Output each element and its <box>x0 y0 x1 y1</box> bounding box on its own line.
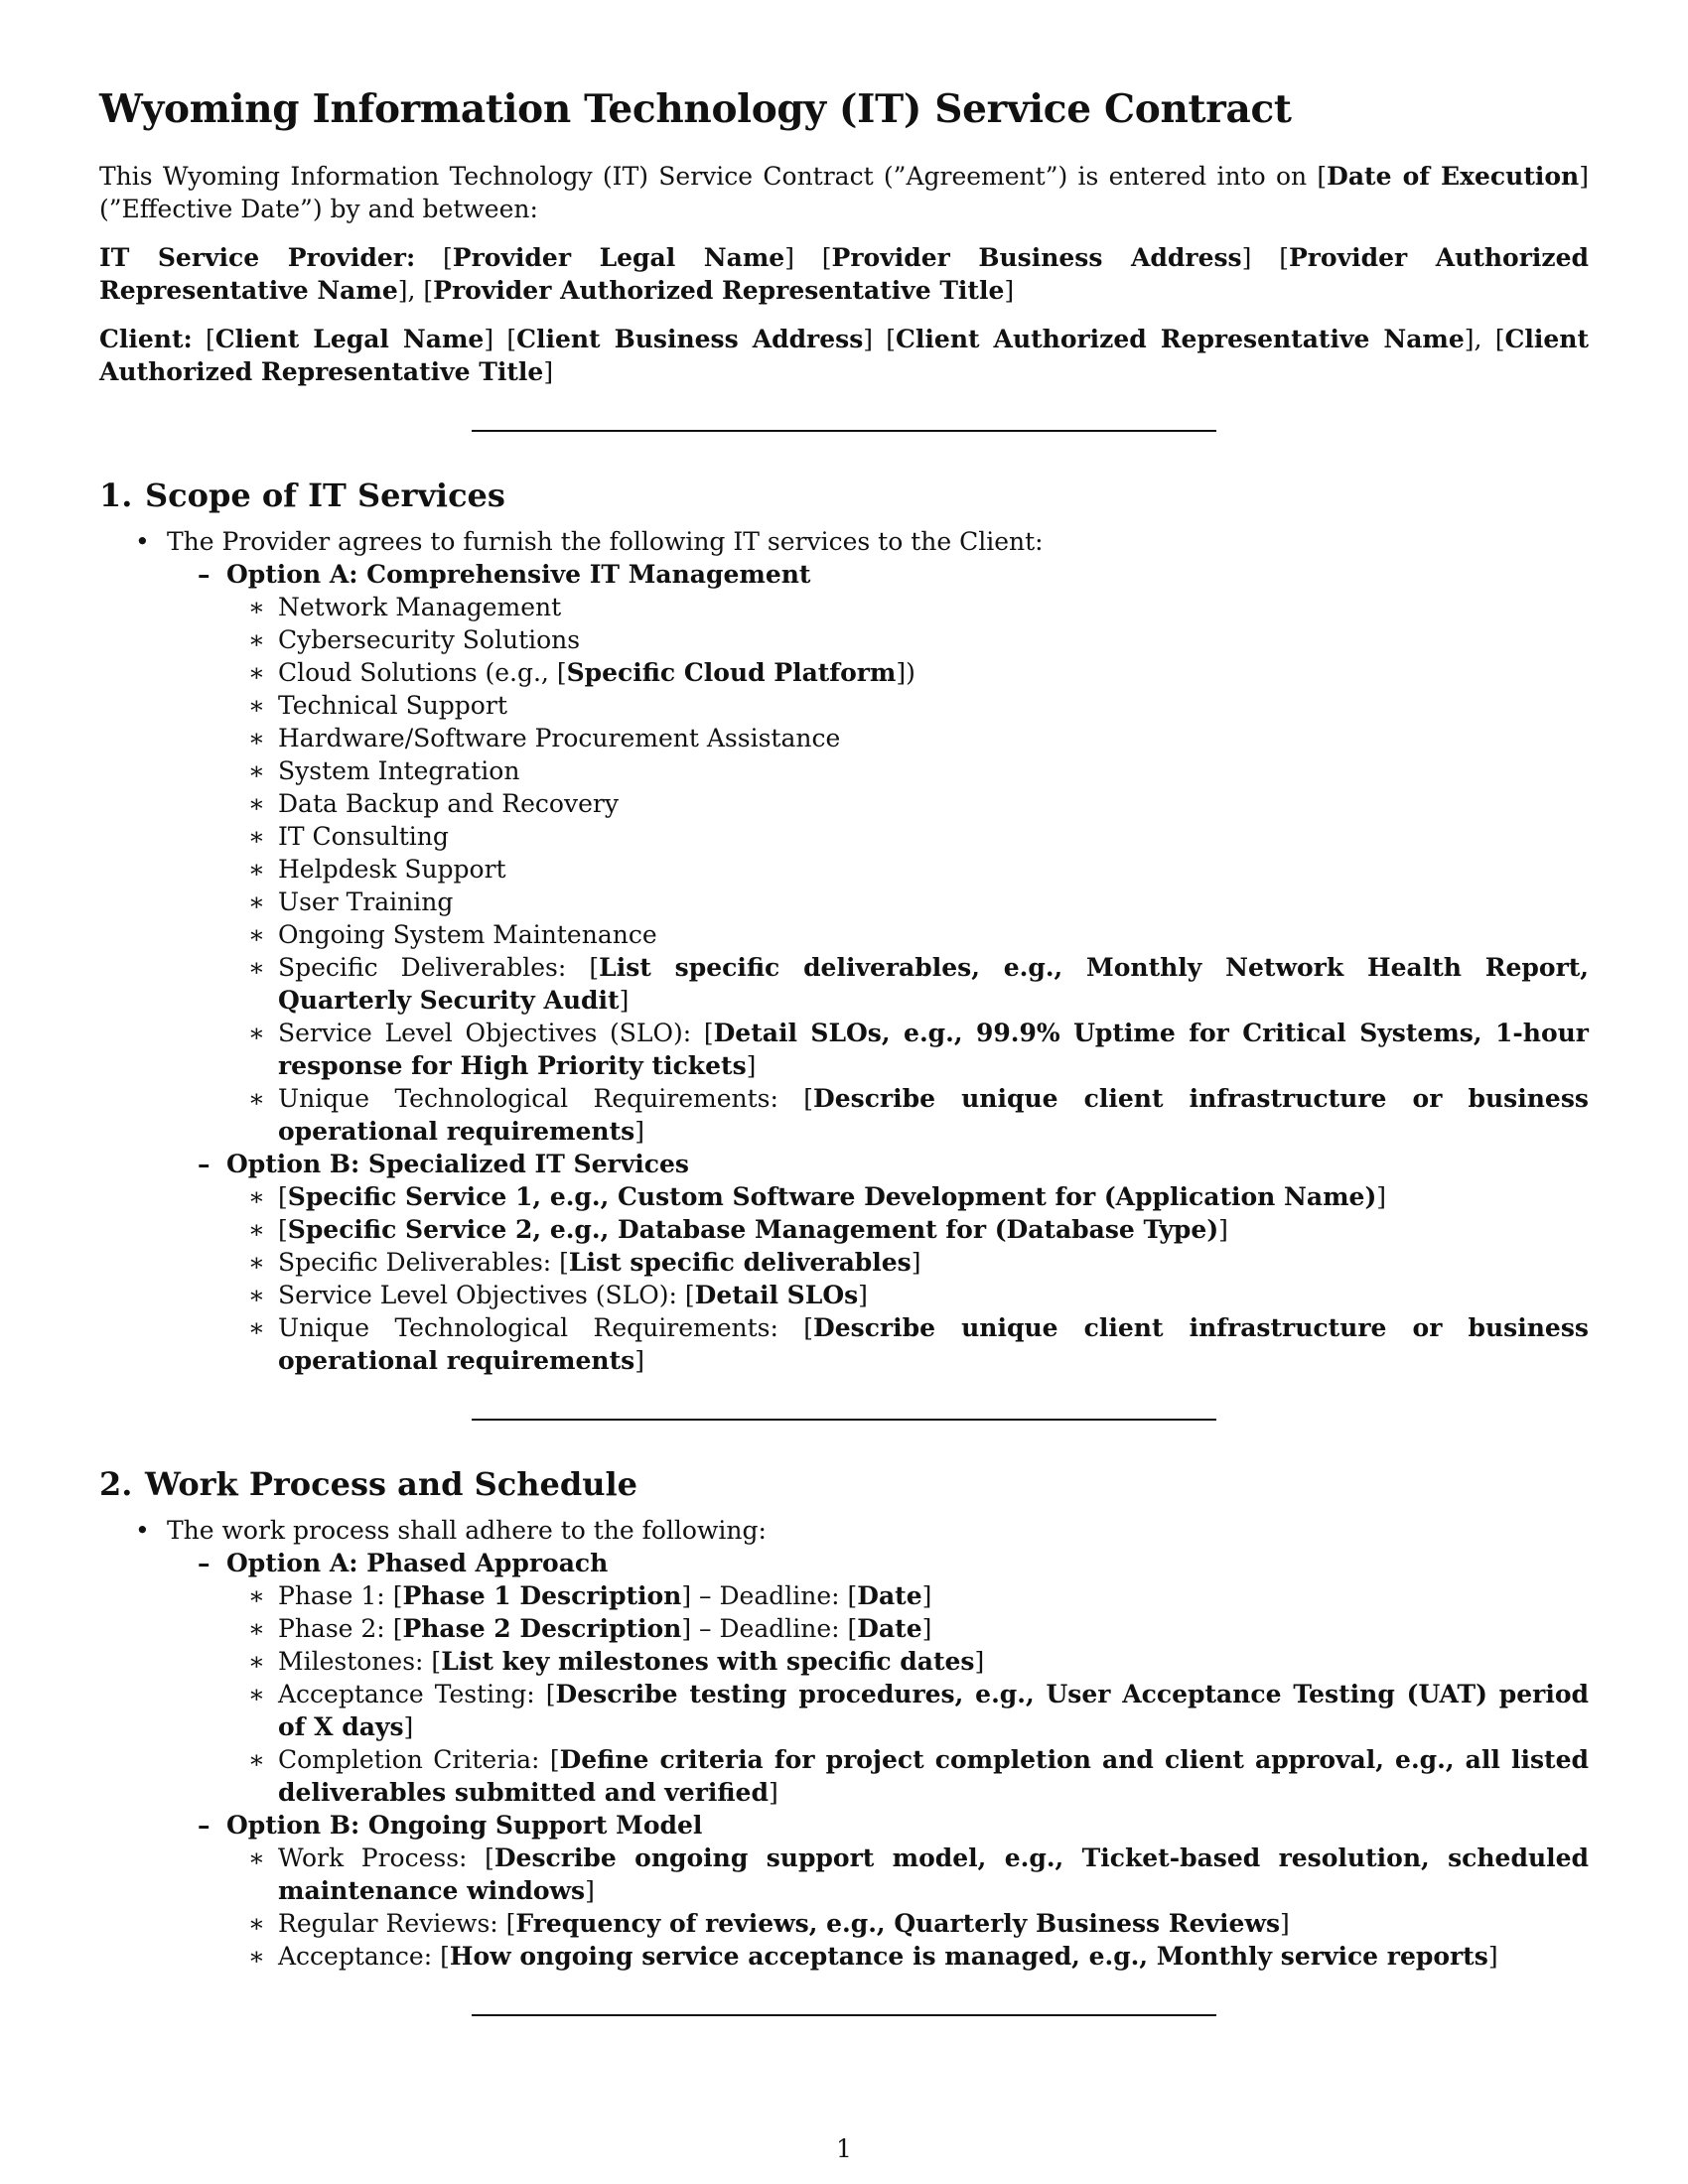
item-placeholder: Describe testing procedures, e.g., User Acceptance Testing (UAT) period of X days <box>278 1679 1589 1741</box>
intro-text-before: This Wyoming Information Technology (IT) Service Contract (”Agreement”) is entered into on <box>99 161 1318 191</box>
list-item: ∗ Acceptance Testing: [Describe testing procedures, e.g., User Acceptance Testing (UAT) period of X days] <box>226 1678 1589 1743</box>
list-item: ∗ Service Level Objectives (SLO): [Detail SLOs] <box>226 1279 1589 1311</box>
list-item: ∗ [Specific Service 1, e.g., Custom Software Development for (Application Name)] <box>226 1180 1589 1213</box>
option-item <box>167 1547 1589 1809</box>
section-title: Scope of IT Services <box>145 476 505 514</box>
provider-representative-name: Provider Authorized Representative Name <box>99 242 1589 305</box>
list-item: ∗ Completion Criteria: [Define criteria for project completion and client approval, e.g., all listed deliverables submitted and verified] <box>226 1743 1589 1809</box>
item-placeholder: How ongoing service acceptance is managed, e.g., Monthly service reports <box>449 1941 1488 1971</box>
item-text: Unique Technological Requirements: <box>278 1312 804 1342</box>
option-item <box>167 558 1589 1148</box>
list-item: ∗ Acceptance: [How ongoing service acceptance is managed, e.g., Monthly service reports] <box>226 1940 1589 1973</box>
list-item <box>226 787 1589 820</box>
item-text: Service Level Objectives (SLO): <box>278 1018 704 1047</box>
provider-representative-title: Provider Authorized Representative Title <box>433 275 1005 305</box>
item-text: Specific Deliverables: <box>278 952 590 982</box>
section-divider <box>472 2014 1216 2016</box>
section-lead: The Provider agrees to furnish the following IT services to the Client: <box>167 526 1044 556</box>
option-title: Option B: Specialized IT Services <box>226 1149 689 1178</box>
item-text: Phase 1: <box>278 1580 393 1610</box>
item-placeholder: Frequency of reviews, e.g., Quarterly Business Reviews <box>515 1908 1281 1938</box>
intro-paragraph: This Wyoming Information Technology (IT) Service Contract (”Agreement”) is entered into on [Date of Execution] (”Effective Date”) by and between: <box>99 161 1589 223</box>
list-item: ∗ Unique Technological Requirements: [Describe unique client infrastructure or business operational requirements] <box>226 1311 1589 1377</box>
client-legal-name: Client Legal Name <box>214 324 485 353</box>
provider-business-address: Provider Business Address <box>831 242 1242 272</box>
item-text: IT Consulting <box>278 821 449 851</box>
client-representative-name: Client Authorized Representative Name <box>896 324 1465 353</box>
item-text: – Deadline: <box>691 1613 848 1643</box>
item-placeholder: Describe ongoing support model, e.g., Ticket-based resolution, scheduled maintenance windows <box>278 1843 1589 1905</box>
section-heading <box>99 476 1589 515</box>
item-text: User Training <box>278 887 454 916</box>
section-number: 1. <box>99 476 133 514</box>
item-text: ) <box>906 657 915 687</box>
item-placeholder: Specific Cloud Platform <box>566 657 897 687</box>
list-item <box>226 623 1589 656</box>
item-text: System Integration <box>278 755 520 785</box>
item-text: Milestones: <box>278 1646 432 1676</box>
list-item: ∗ Phase 2: [Phase 2 Description] – Deadline: [Date] <box>226 1612 1589 1645</box>
list-item <box>99 1514 1589 1973</box>
provider-paragraph: IT Service Provider: [Provider Legal Name] [Provider Business Address] [Provider Authorized Representative Name], [Provider Authorized Representative Title] <box>99 242 1589 305</box>
list-item: ∗ Work Process: [Describe ongoing support model, e.g., Ticket-based resolution, scheduled maintenance windows] <box>226 1842 1589 1907</box>
option-title: Option B: Ongoing Support Model <box>226 1810 703 1840</box>
list-item: ∗ Specific Deliverables: [List specific deliverables, e.g., Monthly Network Health Report, Quarterly Security Audit] <box>226 951 1589 1017</box>
list-item: ∗ Regular Reviews: [Frequency of reviews, e.g., Quarterly Business Reviews] <box>226 1907 1589 1940</box>
option-item <box>167 1809 1589 1973</box>
item-placeholder: Define criteria for project completion and client approval, e.g., all listed deliverables submitted and verified <box>278 1744 1589 1807</box>
list-item <box>226 853 1589 886</box>
item-text: Service Level Objectives (SLO): <box>278 1280 685 1309</box>
item-placeholder: Date <box>857 1580 922 1610</box>
sections-container <box>99 476 1589 2016</box>
option-items-list <box>226 1579 1589 1809</box>
option-items-list <box>226 591 1589 1148</box>
section-number: 2. <box>99 1464 133 1503</box>
item-placeholder: Detail SLOs, e.g., 99.9% Uptime for Critical Systems, 1-hour response for High Priority tickets <box>278 1018 1589 1080</box>
section-list <box>99 1514 1589 1973</box>
intro-text-after: (”Effective Date”) by and between: <box>99 194 538 223</box>
list-item <box>226 754 1589 787</box>
list-item: ∗ [Specific Service 2, e.g., Database Management for (Database Type)] <box>226 1213 1589 1246</box>
list-item <box>226 591 1589 623</box>
item-placeholder: List specific deliverables, e.g., Monthly Network Health Report, Quarterly Security Audit <box>278 952 1589 1015</box>
section-divider <box>472 1419 1216 1421</box>
item-text: Specific Deliverables: <box>278 1247 560 1277</box>
item-placeholder: Specific Service 2, e.g., Database Management for (Database Type) <box>287 1214 1219 1244</box>
item-text: Phase 2: <box>278 1613 393 1643</box>
section-divider <box>472 430 1216 432</box>
option-title: Option A: Phased Approach <box>226 1548 609 1577</box>
item-text: Work Process: <box>278 1843 486 1872</box>
list-item <box>226 689 1589 722</box>
list-item: ∗ Milestones: [List key milestones with specific dates] <box>226 1645 1589 1678</box>
item-text: Unique Technological Requirements: <box>278 1083 804 1113</box>
page-number: 1 <box>836 2134 852 2163</box>
section-heading <box>99 1464 1589 1504</box>
item-placeholder: Phase 2 Description <box>402 1613 682 1643</box>
options-list <box>167 1547 1589 1973</box>
client-label: Client: <box>99 324 193 353</box>
option-items-list <box>226 1180 1589 1377</box>
item-placeholder: List specific deliverables <box>568 1247 912 1277</box>
item-text: Technical Support <box>278 690 507 720</box>
list-item: ∗ Cloud Solutions (e.g., [Specific Cloud Platform]) <box>226 656 1589 689</box>
list-item: ∗ Service Level Objectives (SLO): [Detail SLOs, e.g., 99.9% Uptime for Critical Systems, 1-hour response for High Priority tickets] <box>226 1017 1589 1082</box>
option-title: Option A: Comprehensive IT Management <box>226 559 811 589</box>
item-text: Hardware/Software Procurement Assistance <box>278 723 841 752</box>
item-placeholder: Specific Service 1, e.g., Custom Software Development for (Application Name) <box>287 1181 1377 1211</box>
item-text: – Deadline: <box>691 1580 848 1610</box>
item-placeholder: Phase 1 Description <box>402 1580 682 1610</box>
section-title: Work Process and Schedule <box>145 1464 638 1503</box>
list-item: ∗ Specific Deliverables: [List specific deliverables] <box>226 1246 1589 1279</box>
provider-label: IT Service Provider: <box>99 242 416 272</box>
item-text: Network Management <box>278 592 562 621</box>
section-lead: The work process shall adhere to the following: <box>167 1515 767 1545</box>
item-text: Cybersecurity Solutions <box>278 624 581 654</box>
section-list <box>99 525 1589 1377</box>
item-placeholder: Describe unique client infrastructure or business operational requirements <box>278 1312 1589 1375</box>
date-of-execution-placeholder: Date of Execution <box>1327 161 1580 191</box>
item-text: Acceptance Testing: <box>278 1679 546 1708</box>
item-placeholder: Describe unique client infrastructure or business operational requirements <box>278 1083 1589 1146</box>
client-business-address: Client Business Address <box>516 324 864 353</box>
client-representative-title: Client Authorized Representative Title <box>99 324 1589 386</box>
item-placeholder: List key milestones with specific dates <box>441 1646 975 1676</box>
document-title: Wyoming Information Technology (IT) Service Contract <box>99 86 1292 132</box>
item-text: Completion Criteria: <box>278 1744 550 1774</box>
list-item <box>99 525 1589 1377</box>
item-text: Ongoing System Maintenance <box>278 919 657 949</box>
options-list <box>167 558 1589 1377</box>
item-placeholder: Detail SLOs <box>694 1280 859 1309</box>
item-text: Cloud Solutions (e.g., <box>278 657 557 687</box>
item-text: Helpdesk Support <box>278 854 506 884</box>
item-placeholder: Date <box>857 1613 922 1643</box>
list-item: ∗ Unique Technological Requirements: [Describe unique client infrastructure or business operational requirements] <box>226 1082 1589 1148</box>
list-item <box>226 886 1589 918</box>
item-text: Acceptance: <box>278 1941 441 1971</box>
list-item <box>226 820 1589 853</box>
list-item <box>226 918 1589 951</box>
list-item: ∗ Phase 1: [Phase 1 Description] – Deadline: [Date] <box>226 1579 1589 1612</box>
provider-legal-name: Provider Legal Name <box>452 242 785 272</box>
option-item <box>167 1148 1589 1377</box>
item-text: Data Backup and Recovery <box>278 788 619 818</box>
client-paragraph: Client: [Client Legal Name] [Client Business Address] [Client Authorized Representative Name], [Client Authorized Representative Title] <box>99 324 1589 386</box>
document-page <box>99 85 1589 2060</box>
item-text: Regular Reviews: <box>278 1908 506 1938</box>
list-item <box>226 722 1589 754</box>
option-items-list <box>226 1842 1589 1973</box>
